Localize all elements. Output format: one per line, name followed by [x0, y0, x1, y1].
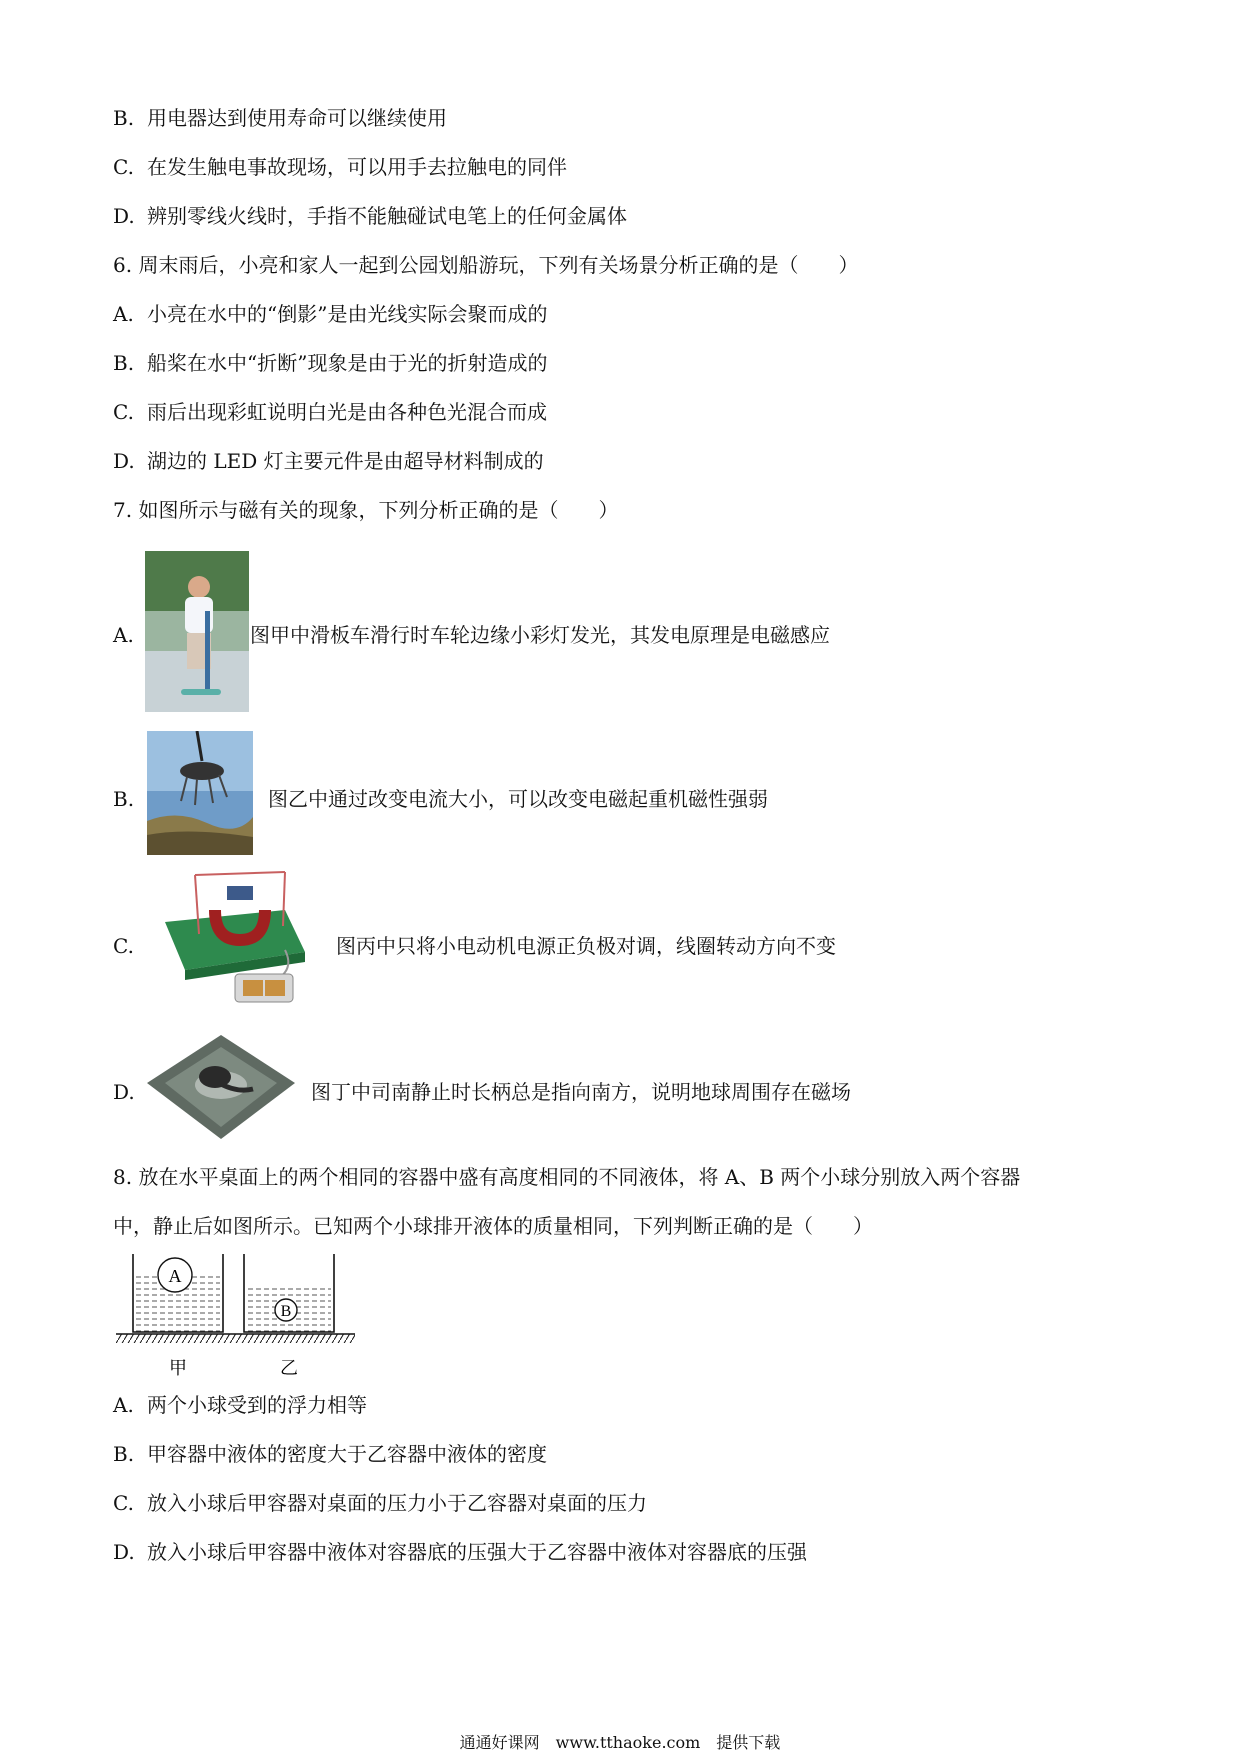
q6-option-a: A. 小亮在水中的“倒影”是由光线实际会聚而成的 — [113, 302, 548, 326]
q8-stem-line2: 中，静止后如图所示。已知两个小球排开液体的质量相同，下列判断正确的是（ ） — [113, 1214, 873, 1238]
q7-option-d-text: 图丁中司南静止时长柄总是指向南方，说明地球周围存在磁场 — [311, 1080, 851, 1104]
q7-option-a-letter: A. — [113, 623, 134, 647]
q6-option-b: B. 船桨在水中“折断”现象是由于光的折射造成的 — [113, 351, 548, 375]
electric-motor-photo — [165, 870, 310, 1010]
ball-b-label: B — [280, 1303, 292, 1320]
containers-figure — [112, 1250, 362, 1380]
q8-option-d: D. 放入小球后甲容器中液体对容器底的压强大于乙容器中液体对容器底的压强 — [113, 1540, 807, 1564]
q7-option-a-text: 图甲中滑板车滑行时车轮边缘小彩灯发光，其发电原理是电磁感应 — [250, 623, 830, 647]
q7-stem: 7. 如图所示与磁有关的现象，下列分析正确的是（ ） — [113, 498, 619, 522]
scooter-photo — [145, 551, 249, 712]
q7-option-b-letter: B. — [113, 787, 135, 811]
label-right: 乙 — [280, 1358, 298, 1379]
q6-stem: 6. 周末雨后，小亮和家人一起到公园划船游玩，下列有关场景分析正确的是（ ） — [113, 253, 859, 277]
q8-option-c: C. 放入小球后甲容器对桌面的压力小于乙容器对桌面的压力 — [113, 1491, 647, 1515]
q6-option-d: D. 湖边的 LED 灯主要元件是由超导材料制成的 — [113, 449, 544, 473]
electromagnet-crane-photo — [147, 731, 253, 855]
q5-option-d: D. 辨别零线火线时，手指不能触碰试电笔上的任何金属体 — [113, 204, 627, 228]
q5-option-b: B. 用电器达到使用寿命可以继续使用 — [113, 106, 447, 130]
q7-option-c-letter: C. — [113, 934, 134, 958]
sinan-compass-photo — [145, 1033, 297, 1141]
q7-option-b-text: 图乙中通过改变电流大小，可以改变电磁起重机磁性强弱 — [268, 787, 768, 811]
q7-option-c-text: 图丙中只将小电动机电源正负极对调，线圈转动方向不变 — [336, 934, 836, 958]
q8-stem-line1: 8. 放在水平桌面上的两个相同的容器中盛有高度相同的不同液体，将 A、B 两个小球分别放入两个容器 — [113, 1165, 1021, 1189]
q5-option-c: C. 在发生触电事故现场，可以用手去拉触电的同伴 — [113, 155, 567, 179]
page-footer: 通通好课网 www.tthaoke.com 提供下载 — [459, 1733, 781, 1752]
ball-a-label: A — [168, 1266, 182, 1286]
q7-option-d-letter: D. — [113, 1080, 135, 1104]
label-left: 甲 — [169, 1358, 187, 1379]
q6-option-c: C. 雨后出现彩虹说明白光是由各种色光混合而成 — [113, 400, 547, 424]
q8-option-a: A. 两个小球受到的浮力相等 — [113, 1393, 367, 1417]
q8-option-b: B. 甲容器中液体的密度大于乙容器中液体的密度 — [113, 1442, 547, 1466]
table-hatch — [116, 1334, 355, 1343]
